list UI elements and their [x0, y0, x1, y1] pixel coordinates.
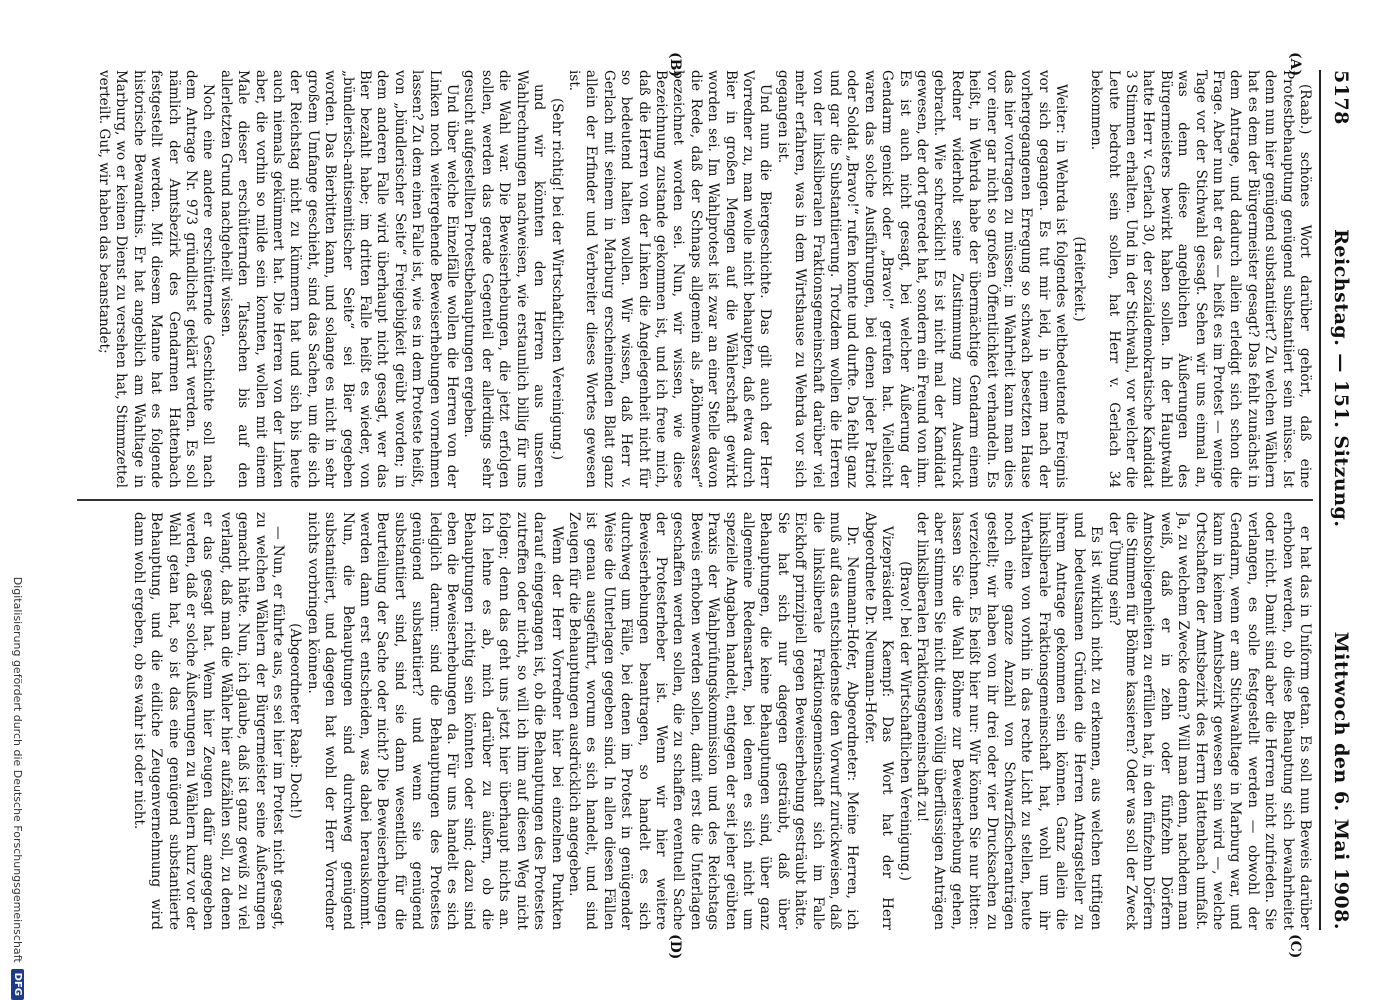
margin-marker-d: (D): [667, 934, 683, 960]
paragraph: (Raab.) schönes Wort darüber gehört, daß eine Protestbehauptung genügend substantiiert sein müsse. Ist denn nun hier genügend substantiiert? Zu welchen Wählern hat es dem der Bürgermeister gesagt? Das fehlt zunächst in dem Antrage, und dadurch allein erledigt sich schon die Frage. Aber nun hat er das — heißt es im Protest — wenige Tage vor der Stichwahl gesagt. Sehen wir uns einmal an, was denn diese angeblichen Äußerungen des Bürgermeisters bewirkt haben sollen. In der Hauptwahl hatte Herr v. Gerlach 30, der sozialdemokratische Kandidat 3 Stimmen erhalten. Und in der Stichwahl, vor welcher die Leute bedroht sein sollen, hat Herr v. Gerlach 34 bekommen.: [1088, 70, 1313, 488]
page-number: 5178: [1330, 70, 1352, 125]
right-text-column: [73, 512, 1313, 930]
dfg-logo-icon: DFG: [12, 969, 25, 1000]
session-date: Mittwoch den 6. Mai 1908.: [1330, 631, 1352, 930]
paragraph: Vizepräsident Kaempf: Das Wort hat der Herr Abgeordnete Dr. Neumann-Hofer.: [861, 512, 896, 930]
paragraph: (Sehr richtig! bei der Wirtschaftlichen Vereinigung.): [548, 97, 565, 461]
paragraph: Weiter: in Wehrda ist folgendes weltbedeutende Ereignis vor sich gegangen. Es tut mir leid, in einem nach der vorhergegangenen Erregung so schwach besetzten Hause das hier vortragen zu müssen; in Wahrheit kann man dies vor einer gar nicht so großen Öffentlichkeit verhandeln. Es heißt, in Wehrda habe der übermächtige Gendarm einem Redner widerholt seine Zustimmung zum Ausdruck gebracht. Wie schrecklich! Es ist nicht mal der Kandidat gewesen, der dort geredet hat, sondern ein Freund von ihm. Es ist auch nicht gesagt, bei welcher Äußerung der Gendarm genickt oder „Bravo!“ gerufen hat. Vielleicht waren das solche Ausführungen, bei denen jeder Patriot oder Soldat „Bravo!“ rufen konnte und durfte. Da fehlt ganz und gar die Substantiierung. Trotzdem wollen die Herren von der linksliberalen Fraktionsgemeinschaft darüber viel mehr erfahren, was in dem Wirtshause zu Wehrda vor sich gegangen ist.: [774, 70, 1070, 488]
paragraph: Dr. Neumann-Hofer, Abgeordneter: Meine Herren, ich muß auf das entschiedenste den Vorwurf zurückweisen, daß die linksliberale Fraktionsgemeinschaft sich im Falle Eickhoff prinzipiell gegen Beweiserhebung gesträubt hätte. Sie hat sich nur dagegen gesträubt, daß über Behauptungen, die keine Behauptungen sind, über ganz allgemeine Redensarten, bei denen es sich nicht um spezielle Angaben handelt, entgegen der seit jeher geübten Praxis der Wahlprüfungskommission und des Reichstags Beweis erhoben werden sollen, damit erst die Unterlagen geschaffen werden sollen, die zu schaffen eventuell Sache der Protesterheber ist. Wenn wir hier weitere Beweiserhebungen beantragen, so handelt es sich durchweg um Fälle, bei denen im Protest in genügender Weise die Unterlagen gegeben sind. In allen diesen Fällen ist genau ausgeführt, worum es sich handelt, und sind Zeugen für die Behauptungen ausdrücklich angegeben.: [565, 512, 861, 930]
page-header: [1321, 70, 1361, 930]
paragraph: Und über welche Einzelfälle wollen die Herren von der Linken noch weitergehende Beweiserhebungen vornehmen lassen? Zu dem einen Falle ist, wie es in dem Proteste heißt, von „bündlerischer Seite“ Freigebigkeit geübt worden; in dem anderen Falle wird überhaupt nicht gesagt, wer das Bier bezahlt habe; im dritten Falle heißt es wieder, von „bündlerisch-antisemitischer Seite“ sei Bier gegeben worden. Das Bierbitten kann, und solange es nicht in sehr großem Umfange geschieht, sind das Sachen, um die sich der Reichstag nicht zu kümmern hat und sich bis heute auch niemals gekümmert hat. Die Herren von der Linken aber, die vorhin so milde sein konnten, wollen mit einem Male dieser erschütternden Tatsachen bis auf den allerletzten Grund nachgeheilt wissen.: [217, 70, 461, 488]
paragraph: (Heiterkeit.): [1070, 236, 1087, 322]
paragraph: Es ist wirklich nicht zu erkennen, aus welchen triftigen und bedeutsamen Gründen die Herren Antragsteller zu ihrem Antrage gekommen sein können. Ganz allein die linksliberale Fraktionsgemeinschaft hat, wohl um ihr Verhalten von vorhin in das rechte Licht zu stellen, heute noch eine ganze Anzahl von Schwarzfischeranträgen gestellt; wir haben von ihr drei oder vier Drucksachen zu verzeichnen. Es heißt hier nur: Wir können Sie nur bitten: lassen Sie die Wahl Böhme zur Beweiserhebung gehen, aber stimmen Sie nicht diesen völlig überflüssigen Anträgen der linksliberalen Fraktionsgemeinschaft zu!: [914, 512, 1105, 930]
paragraph: (Abgeordneter Raab: Doch!): [287, 623, 304, 819]
paragraph: Und nun die Biergeschichte. Das gilt auch der Herr Vorredner zu, man wolle nicht behaupten, daß etwa durch Bier in großen Mengen auf die Wählerschaft gewirkt worden sei. Im Wahlprotest ist zwar an einer Stelle davon die Rede, daß der Schnaps allgemein als „Böhmewasser“ bezeichnet worden sei. Nun, wir wissen, wie diese Bezeichnung zustande gekommen ist, und ich freue mich, daß die Herren von der Linken die Angelegenheit nicht für so bedeutend halten wollen. Wir wissen, daß Herr v. Gerlach mit seinem in Marburg erscheinenden Blatt ganz allein der Erfinder und Verbreiter dieses Wortes gewesen ist.: [565, 70, 774, 488]
margin-marker-a: (A): [1287, 52, 1303, 77]
footer-credit: Digitalisierung gefördert durch die Deutsche Forschungsgemeinschaft: [11, 576, 25, 963]
margin-marker-b: (B): [667, 52, 683, 78]
paragraph: und wir könnten den Herren aus unseren Wahlrechnungen nachweisen, wie erstaunlich billig für uns die Wahl war. Die Beweiserhebungen, die jetzt erfolgen sollen, werden das gerade Gegenteil der allerdings sehr gesucht aufgestellten Protestbehauptungen ergeben.: [461, 70, 548, 488]
paragraph: er hat das in Uniform getan. Es soll nun Beweis darüber erhoben werden, ob diese Behauptung sich bewahrheitet oder nicht. Damit sind aber die Herren nicht zufrieden. Sie verlangen, es solle festgestellt werden — obwohl der Gendarm, wenn er am Stichwahltage in Marburg war, und kann in keinem Amtsbezirk gewesen sein wird —, welche Ortschaften der Amtsbezirk des Herrn Hattenbach umfaßt. Ja, zu welchem Zwecke denn? Will man denn, nachdem man weiß, daß er in zehn oder fünfzehn Dörfern Amtsobliegenheiten zu erfüllen hat, in den fünfzehn Dörfern die Stimmen für Böhme kassieren? Oder was soll der Zweck der Übung sein?: [1105, 512, 1313, 930]
paragraph: — Nun, er führte aus, es sei hier im Protest nicht gesagt, zu welchen Wählern der Bürgermeister seine Äußerungen gemacht hätte. Nun, ich glaube, daß ist ganz gewiß zu viel verlangt, daß man die Wähler hier aufzählen soll, zu denen er das gesagt hat. Wenn hier Zeugen dafür angegeben werden, daß er solche Äußerungen zu Wählern kurz vor der Wahl getan hat, so ist das eine genügend substantiierte Behauptung, und die eidliche Zeugenvernehmung wird dann wohl ergeben, ob es wahr ist oder nicht.: [130, 512, 287, 930]
left-text-column: [73, 70, 1313, 488]
session-title: Reichstag. — 151. Sitzung.: [1330, 229, 1352, 528]
paragraph: Noch eine andere erschütternde Geschichte soll nach dem Antrage Nr. 973 gründlichst geklärt werden. Es soll nämlich der Amtsbezirk des Gendarmen Hattenbach festgestellt werden. Mit diesem Manne hat es folgende historische Bewandtnis. Er hat angeblich am Wahltage in Marburg, wo er keinen Dienst zu versehen hat, Stimmzettel verteilt. Gut, wir haben das beanstandet;: [95, 70, 217, 488]
margin-marker-c: (C): [1287, 934, 1303, 959]
paragraph: (Bravo! bei der Wirtschaftlichen Vereinigung.): [896, 561, 913, 881]
column-divider: [77, 499, 1313, 501]
header-rule: [1319, 70, 1321, 930]
paragraph: Wenn der Herr Vorredner hier bei einzelnen Punkten darauf eingegangen ist, ob die Behauptungen des Protestes zutreffen oder nicht, so will ich ihm auf diesen Weg nicht folgen; denn das geht uns jetzt hier überhaupt nichts an. Ich lehne es ab, mich darüber zu äußern, ob die Behauptungen richtig sein könnten oder sind; dazu sind eben die Beweiserhebungen da. Für uns handelt es sich lediglich darum: sind die Behauptungen des Protestes genügend substantiiert? und wenn sie genügend substantiiert sind, sind sie dann wesentlich für die Beurteilung der Sache oder nicht? Die Beweiserhebungen werden dann erst entscheiden, was dabei herauskommt. Nun, die Behauptungen sind durchweg genügend substantiiert, und dagegen hat wohl der Herr Vorredner nichts vorbringen können.: [304, 512, 565, 930]
digitization-footer: [5, 0, 31, 1000]
